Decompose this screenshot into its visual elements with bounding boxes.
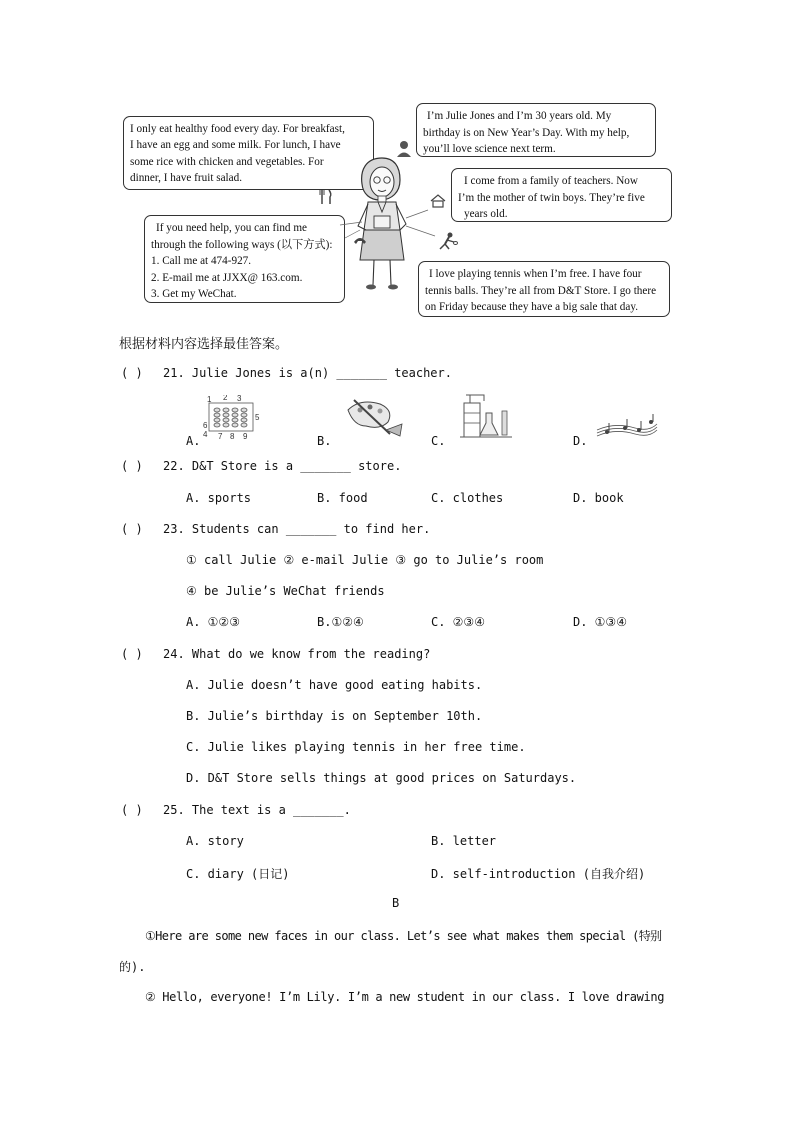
speech-bubble-family	[451, 168, 672, 222]
cutlery-icon	[318, 189, 334, 205]
option-22-c[interactable]: C. clothes	[431, 491, 504, 505]
bubble-line: I’m Julie Jones and I’m 30 years old. My	[427, 110, 612, 122]
question-23-choices-line1: ① call Julie ② e-mail Julie ③ go to Julie’s room	[186, 553, 544, 567]
option-24-a[interactable]: A. Julie doesn’t have good eating habits.	[186, 678, 483, 692]
question-23-stem: 23. Students can _______ to find her.	[163, 522, 431, 536]
option-24-d[interactable]: D. D&T Store sells things at good prices on Saturdays.	[186, 771, 577, 785]
bubble-line: on Friday because they have a big sale that day.	[425, 301, 639, 313]
abacus-digit: 1	[207, 395, 212, 404]
abacus-digit: 5	[255, 413, 260, 422]
section-b-paragraph-1-line-1: ①Here are some new faces in our class. Let’s see what makes them special (特别	[145, 929, 662, 943]
question-21-stem: 21. Julie Jones is a(n) _______ teacher.	[163, 366, 452, 380]
bubble-line: If you need help, you can find me	[156, 222, 307, 234]
bubble-line: I have an egg and some milk. For lunch, I have	[130, 139, 341, 152]
option-22-b[interactable]: B. food	[317, 491, 368, 505]
option-23-d[interactable]: D. ①③④	[573, 615, 627, 629]
option-21-a-label[interactable]: A.	[186, 434, 201, 448]
bubble-line: I come from a family of teachers. Now	[464, 175, 638, 187]
option-22-d[interactable]: D. book	[573, 491, 624, 505]
option-24-b[interactable]: B. Julie’s birthday is on September 10th.	[186, 709, 483, 723]
bubble-line: I only eat healthy food every day. For breakfast,	[130, 123, 345, 135]
phone-icon	[352, 233, 368, 247]
bubble-line: I’m the mother of twin boys. They’re five	[458, 191, 645, 204]
abacus-digit: 3	[237, 395, 242, 403]
abacus-digit: 9	[243, 432, 248, 441]
option-25-d[interactable]: D. self-introduction (自我介绍)	[431, 867, 646, 881]
option-21-d-label[interactable]: D.	[573, 434, 588, 448]
answer-paren-21[interactable]: ( )	[121, 366, 143, 380]
answer-paren-22[interactable]: ( )	[121, 459, 143, 473]
tennis-player-icon	[436, 231, 458, 251]
answer-paren-25[interactable]: ( )	[121, 803, 143, 817]
paint-palette-icon	[340, 396, 406, 440]
bubble-line: 1. Call me at 474-927.	[151, 255, 252, 267]
music-notes-icon	[595, 410, 659, 442]
bubble-line: 3. Get my WeChat.	[151, 288, 237, 300]
option-24-c[interactable]: C. Julie likes playing tennis in her free time.	[186, 740, 526, 754]
option-22-a[interactable]: A. sports	[186, 491, 252, 505]
abacus-icon	[203, 395, 263, 441]
section-b-paragraph-2-line-1: ② Hello, everyone! I’m Lily. I’m a new student in our class. I love drawing	[145, 990, 665, 1004]
abacus-digit: 7	[218, 432, 223, 441]
person-icon	[396, 140, 412, 158]
option-21-c-label[interactable]: C.	[431, 434, 446, 448]
section-b-paragraph-1-line-2: 的).	[119, 960, 146, 974]
question-25-stem: 25. The text is a _______.	[163, 803, 351, 817]
bubble-line: tennis balls. They’re all from D&T Store. I go there	[425, 284, 657, 297]
answer-paren-24[interactable]: ( )	[121, 647, 143, 661]
option-23-a[interactable]: A. ①②③	[186, 615, 240, 629]
abacus-digit: 8	[230, 432, 235, 441]
option-25-b[interactable]: B. letter	[431, 834, 497, 848]
bubble-line: through the following ways (以下方式):	[151, 238, 333, 251]
question-22-stem: 22. D&T Store is a _______ store.	[163, 459, 402, 473]
option-23-c[interactable]: C. ②③④	[431, 615, 485, 629]
option-23-b[interactable]: B.①②④	[317, 615, 364, 629]
section-b-heading: B	[392, 896, 400, 910]
option-25-c[interactable]: C. diary (日记)	[186, 867, 290, 881]
instruction-text: 根据材料内容选择最佳答案。	[119, 337, 289, 352]
email-text: 2. E-mail me at JJXX@ 163.com.	[151, 271, 303, 284]
bubble-line: years old.	[464, 208, 508, 220]
option-21-b-label[interactable]: B.	[317, 434, 332, 448]
abacus-digit: 6	[203, 421, 208, 430]
bubble-line: I love playing tennis when I’m free. I have four	[429, 268, 642, 280]
bubble-line: dinner, I have fruit salad.	[130, 172, 243, 185]
question-23-choices-line2: ④ be Julie’s WeChat friends	[186, 584, 385, 598]
option-25-a[interactable]: A. story	[186, 834, 244, 848]
question-24-stem: 24. What do we know from the reading?	[163, 647, 431, 661]
bubble-line: you’ll love science next term.	[423, 143, 556, 155]
bubble-line: some rice with chicken and vegetables. For	[130, 155, 324, 168]
teacher-illustration	[300, 130, 460, 300]
abacus-digit: 2	[223, 395, 228, 402]
house-icon	[430, 194, 446, 208]
bubble-line: birthday is on New Year’s Day. With my help,	[423, 126, 630, 139]
science-lab-icon	[456, 393, 516, 441]
answer-paren-23[interactable]: ( )	[121, 522, 143, 536]
abacus-digit: 4	[203, 430, 208, 439]
